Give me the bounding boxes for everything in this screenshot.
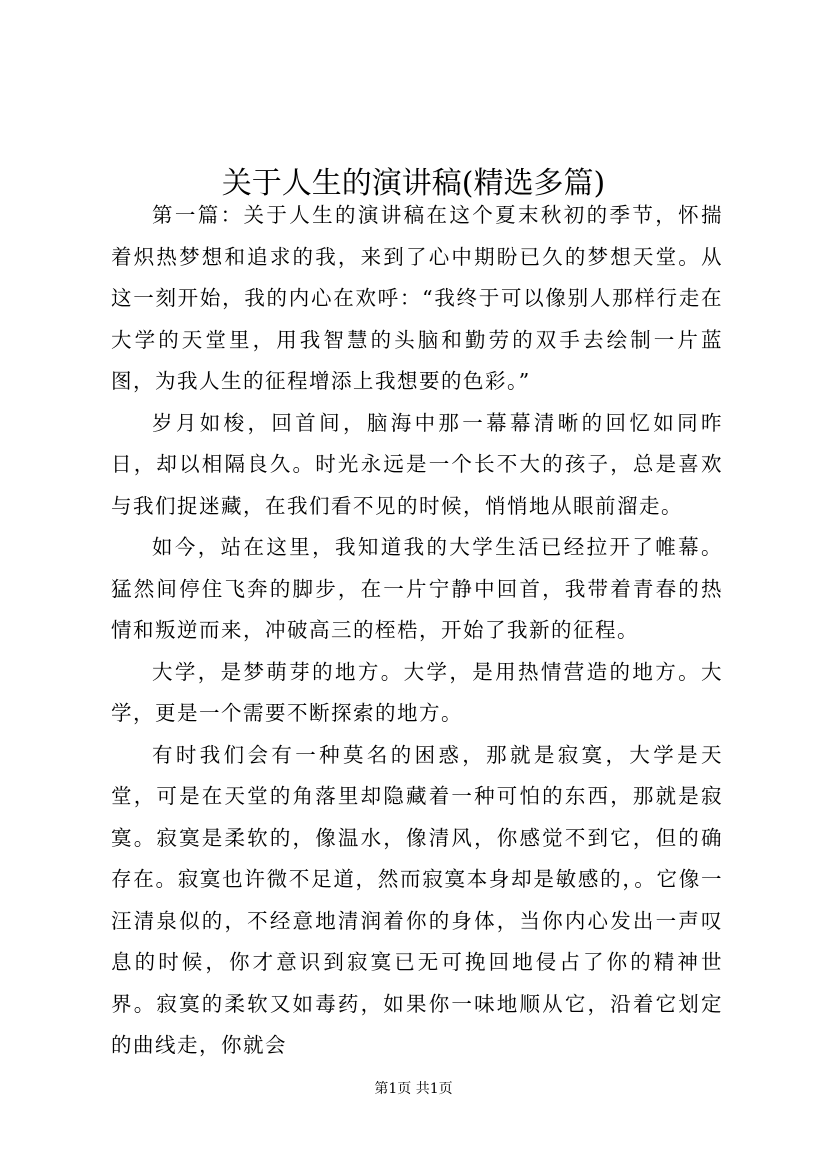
document-title: 关于人生的演讲稿(精选多篇): [221, 166, 606, 202]
page-footer: 第1页 共1页: [374, 1081, 453, 1097]
paragraph-2: 岁月如梭，回首间，脑海中那一幕幕清晰的回忆如同昨日，却以相隔良久。时光永远是一个长不大的孩子，总是喜欢与我们捉迷藏，在我们看不见的时候，悄悄地从眼前溜走。: [111, 410, 723, 518]
paragraph-5: 有时我们会有一种莫名的困惑，那就是寂寞，大学是天堂，可是在天堂的角落里却隐藏着一种可怕的东西，那就是寂寞。寂寞是柔软的，像温水，像清风，你感觉不到它，但的确存在。寂寞也许微不足道，然而寂寞本身却是敏感的，。它像一汪清泉似的，不经意地清润着你的身体，当你内心发出一声叹息的时候，你才意识到寂寞已无可挽回地侵占了你的精神世界。寂寞的柔软又如毒药，如果你一味地顺从它，沿着它划定的曲线走，你就会: [111, 742, 723, 1057]
paragraph-1: 第一篇：关于人生的演讲稿在这个夏末秋初的季节，怀揣着炽热梦想和追求的我，来到了心中期盼已久的梦想天堂。从这一刻开始，我的内心在欢呼：“我终于可以像别人那样行走在大学的天堂里，用我智慧的头脑和勤劳的双手去绘制一片蓝图，为我人生的征程增添上我想要的色彩。”: [111, 203, 723, 393]
document-body: [111, 195, 723, 1067]
paragraph-4: 大学，是梦萌芽的地方。大学，是用热情营造的地方。大学，更是一个需要不断探索的地方。: [111, 659, 723, 725]
paragraph-3: 如今，站在这里，我知道我的大学生活已经拉开了帷幕。猛然间停住飞奔的脚步，在一片宁静中回首，我带着青春的热情和叛逆而来，冲破高三的桎梏，开始了我新的征程。: [111, 535, 723, 642]
